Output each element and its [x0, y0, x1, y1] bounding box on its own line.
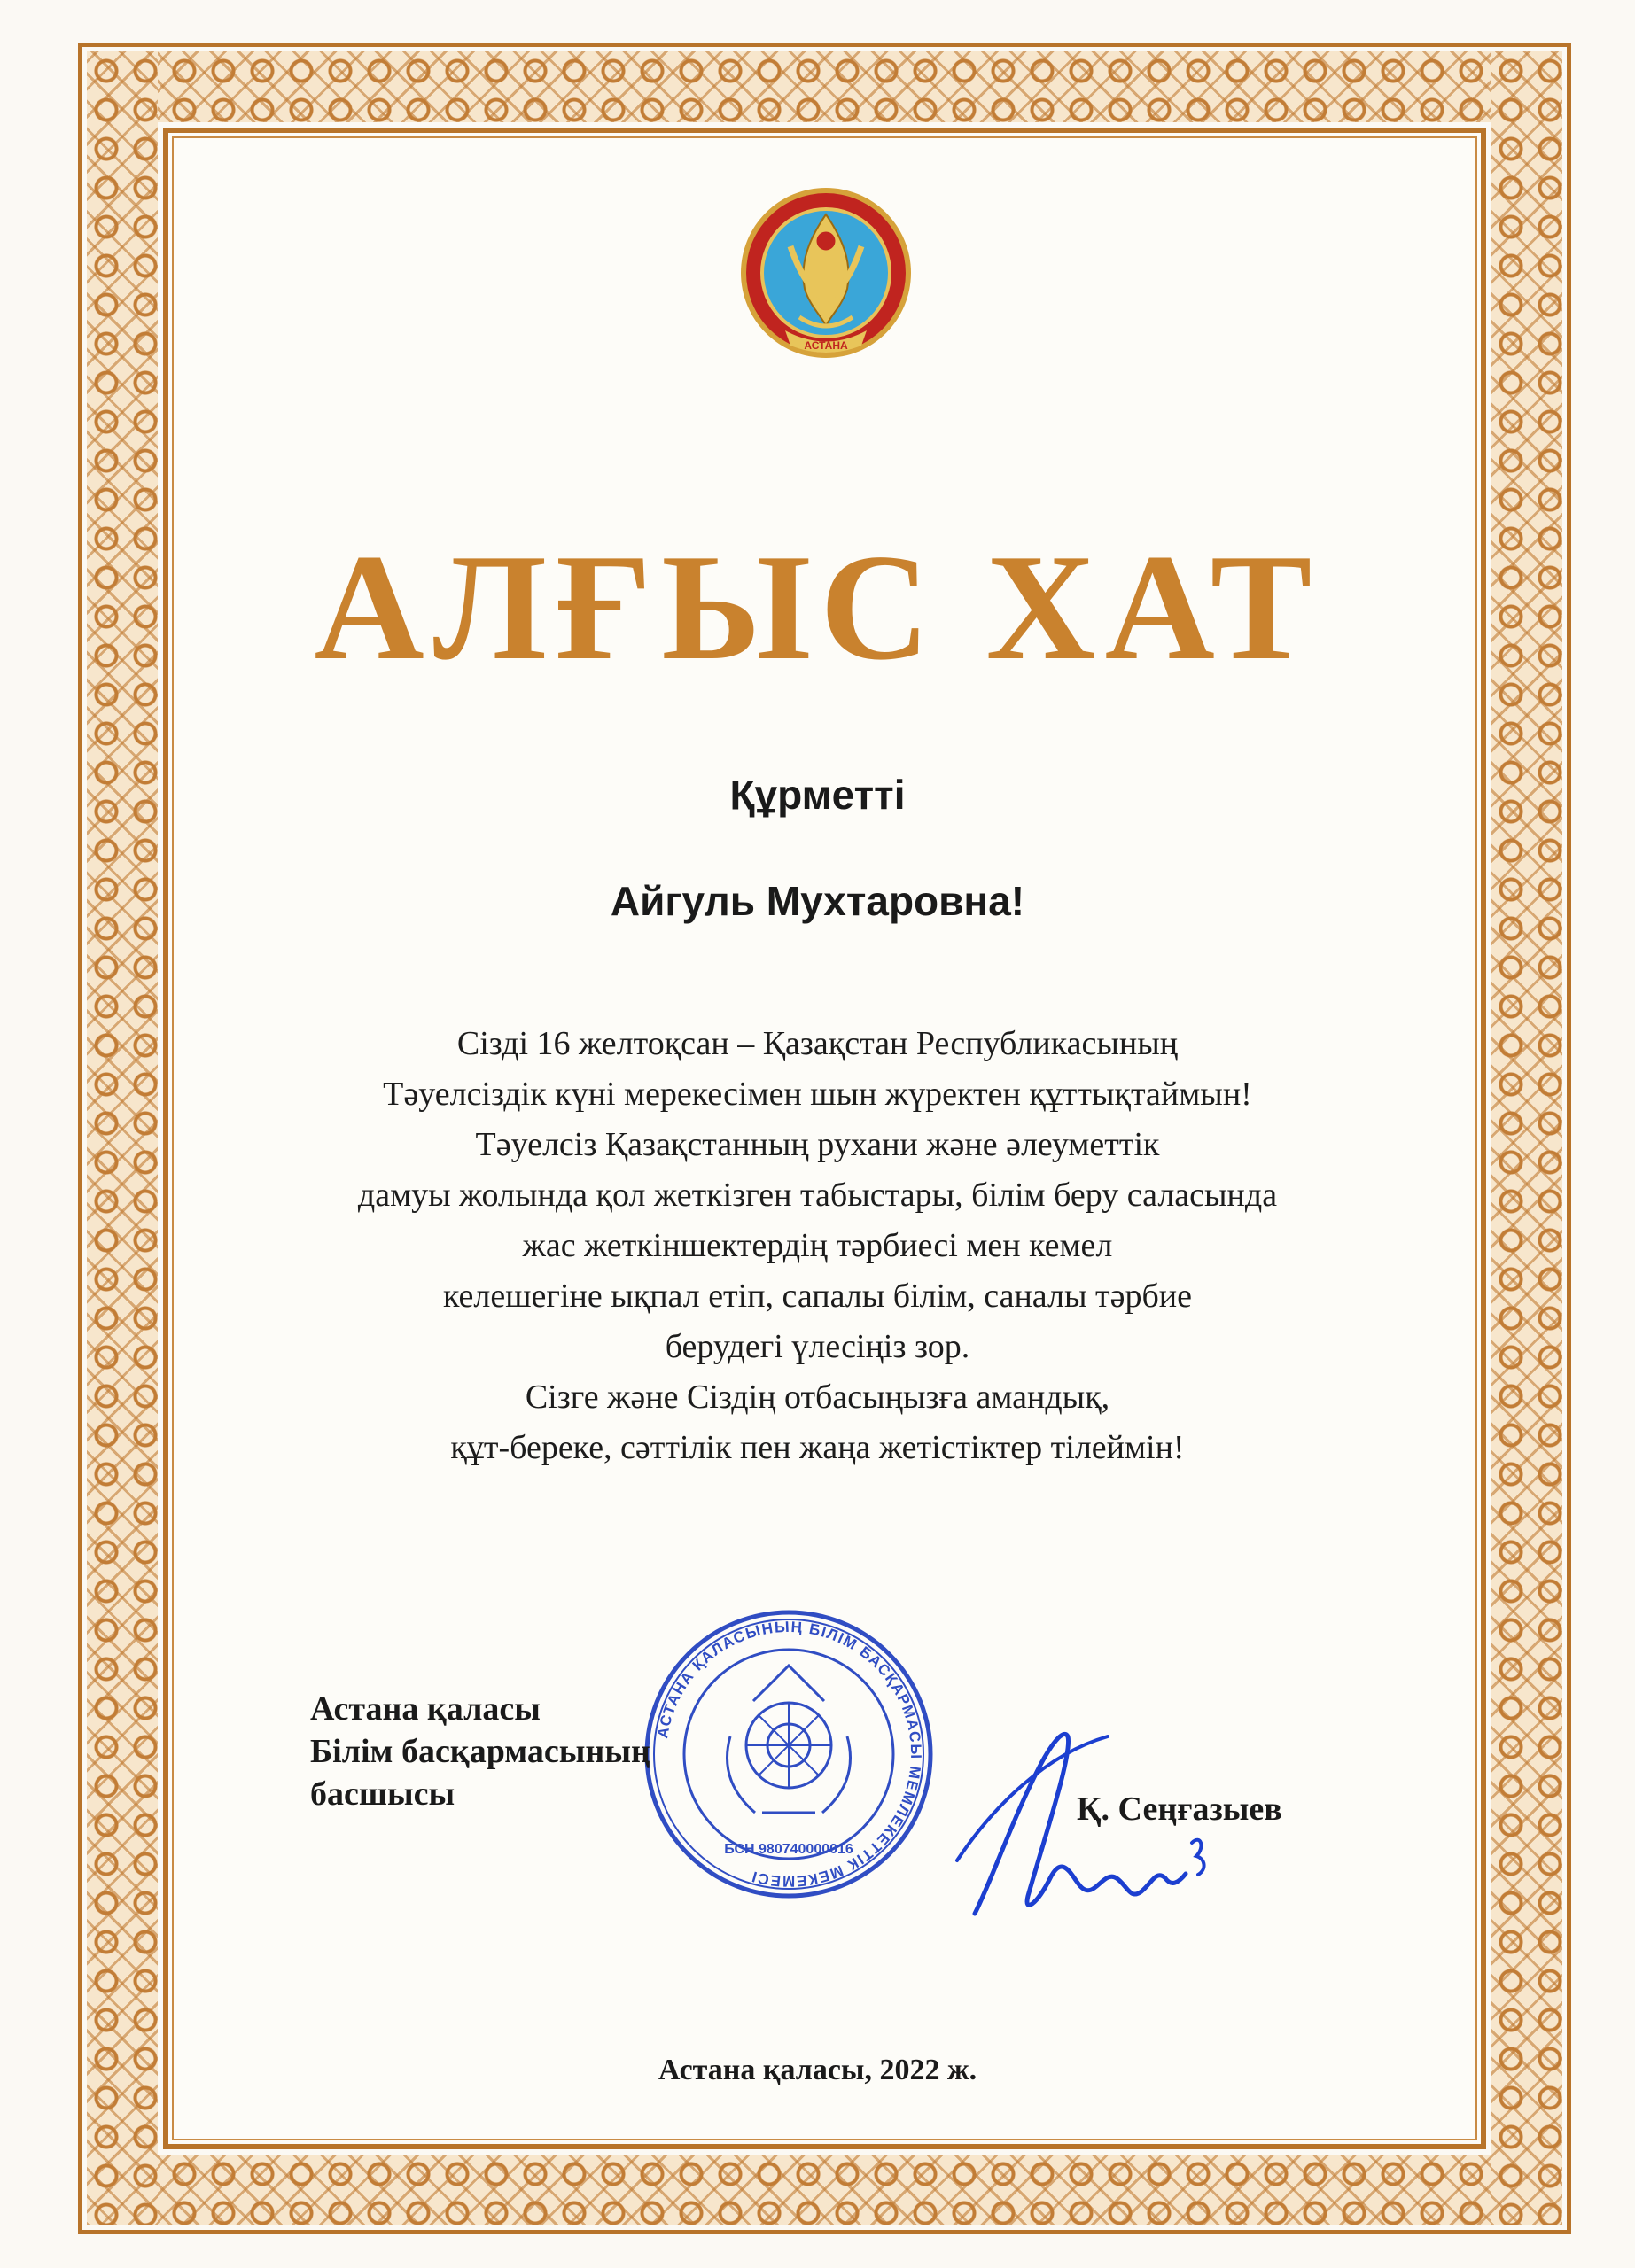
footer-place-date: Астана қаласы, 2022 ж.	[658, 2054, 977, 2086]
stamp-bin: БСН 980740000016	[724, 1842, 853, 1857]
signer-title-line: Астана қаласы	[310, 1690, 541, 1728]
body-line: келешегіне ықпал етіп, сапалы білім, саналы тәрбие	[443, 1278, 1192, 1315]
stamp-text: АСТАНА ҚАЛАСЫНЫҢ БІЛІМ БАСҚАРМАСЫ МЕМЛЕКЕТТІК МЕКЕМЕСІ	[654, 1618, 925, 1891]
astana-emblem-icon	[737, 184, 915, 361]
congratulation-body	[177, 1019, 1458, 1473]
ornament-band-right	[1491, 51, 1562, 2225]
signer-title-line: басшысы	[310, 1775, 455, 1813]
signer-title-line: Білім басқармасының	[310, 1733, 650, 1770]
body-line: Сізге және Сіздің отбасыңызға амандық,	[525, 1379, 1110, 1416]
body-line: берудегі үлесіңіз зор.	[665, 1328, 970, 1365]
recipient-name: Айгуль Мухтаровна!	[610, 878, 1025, 924]
body-line: Сізді 16 желтоқсан – Қазақстан Республикасының	[456, 1025, 1179, 1062]
ornament-band-left	[87, 51, 158, 2225]
ornament-band-top	[87, 51, 1562, 122]
signer-title	[310, 1688, 650, 1815]
body-line: Тәуелсіз Қазақстанның рухани және әлеуметтік	[475, 1126, 1160, 1163]
certificate-title: АЛҒЫС ХАТ	[314, 524, 1321, 692]
official-stamp-icon	[638, 1604, 939, 1905]
salutation: Құрметті	[729, 772, 906, 818]
body-line: жас жеткіншектердің тәрбиесі мен кемел	[522, 1227, 1113, 1264]
body-line: дамуы жолында қол жеткізген табыстары, білім беру саласында	[357, 1177, 1278, 1214]
body-line: құт-береке, сәттілік пен жаңа жетістіктер тілеймін!	[450, 1429, 1185, 1466]
emblem-caption: АСТАНА	[804, 339, 848, 352]
body-line: Тәуелсіздік күні мерекесімен шын жүректен құттықтаймын!	[383, 1076, 1252, 1113]
ornament-band-bottom	[87, 2155, 1562, 2225]
signer-name: Қ. Сеңғазыев	[1077, 1790, 1282, 1828]
